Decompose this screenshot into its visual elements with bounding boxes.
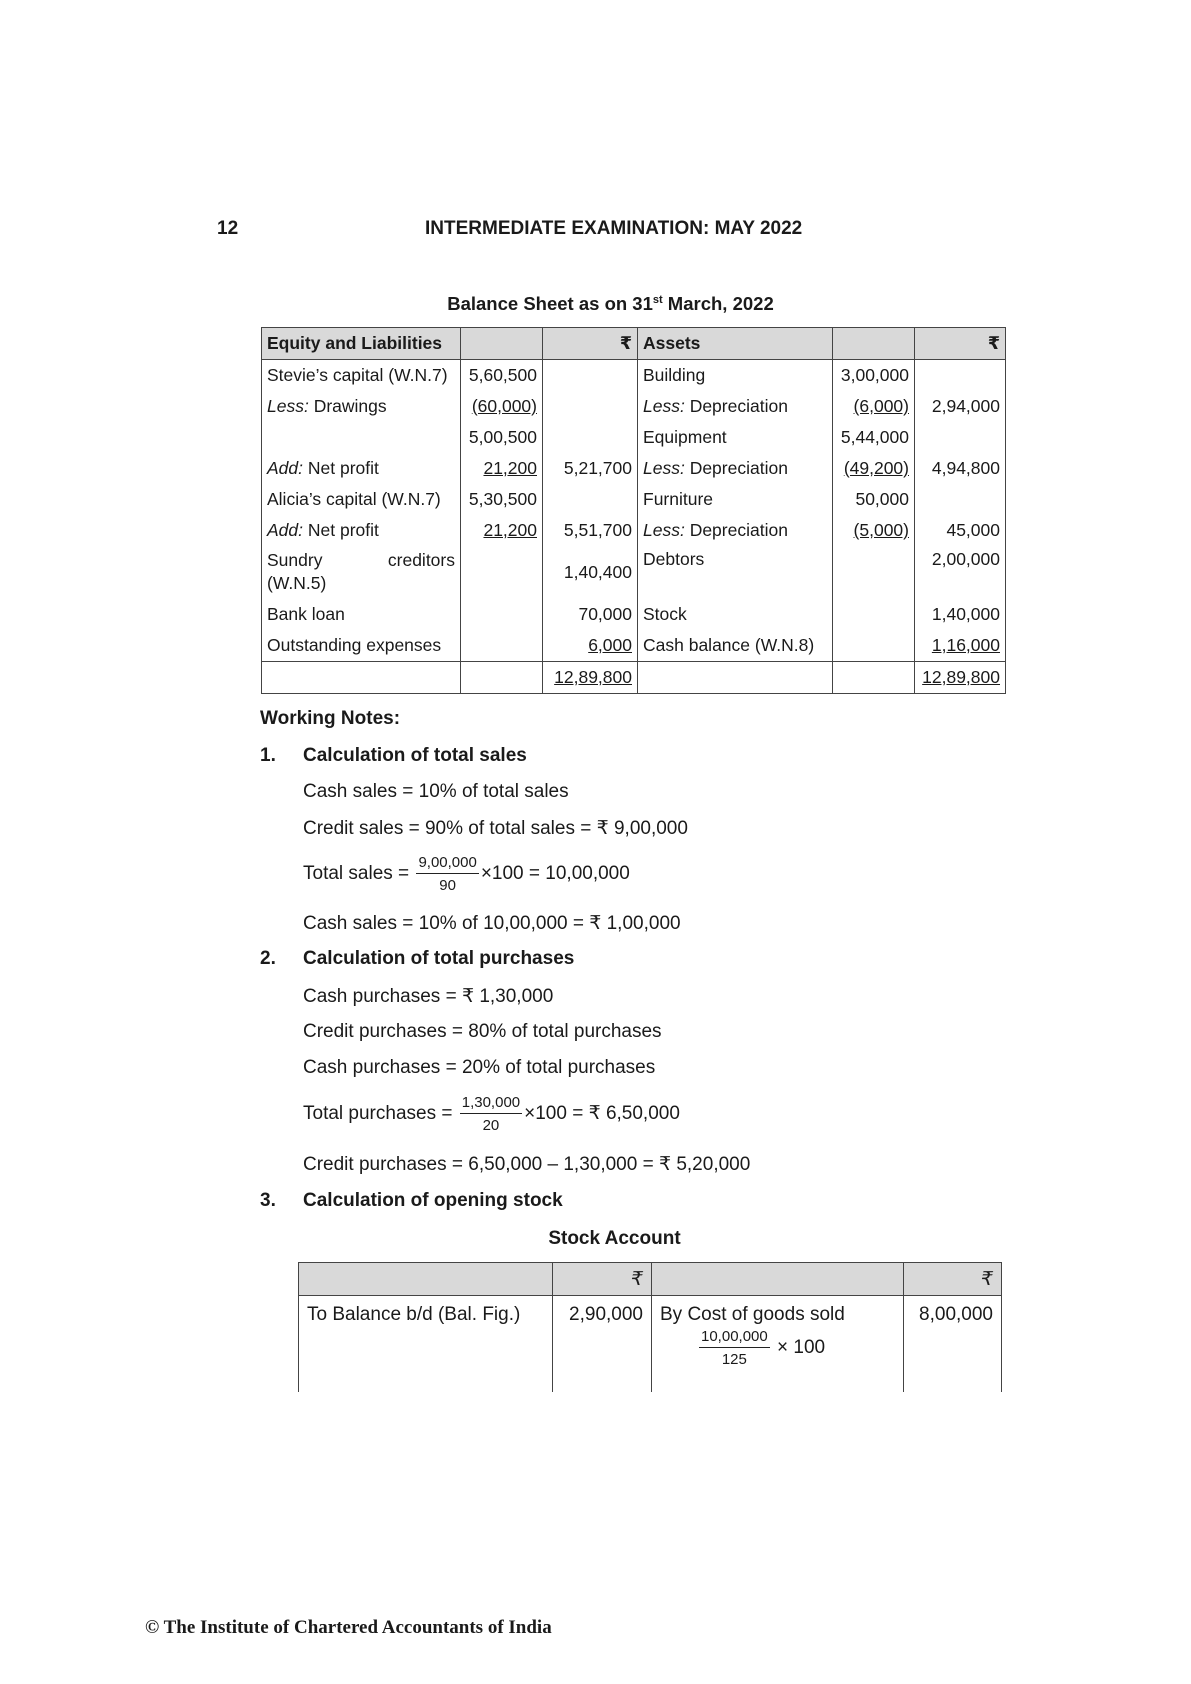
footer-copyright: © The Institute of Chartered Accountants of India	[145, 1617, 552, 1638]
table-row: Outstanding expenses 6,000 Cash balance (W.N.8) 1,16,000	[262, 630, 1006, 662]
table-header-row	[262, 328, 1006, 360]
table-row: Add: Net profit 21,200 5,51,700 Less: Depreciation (5,000) 45,000	[262, 515, 1006, 546]
note-line: Cash sales = 10% of total sales	[303, 781, 569, 802]
note-number: 2.	[260, 948, 276, 969]
currency-symbol: ₹	[904, 1263, 1002, 1296]
note-title: Calculation of total purchases	[303, 948, 575, 969]
note-line: Cash sales = 10% of 10,00,000 = ₹ 1,00,000	[303, 913, 681, 934]
table-row: Alicia’s capital (W.N.7) 5,30,500 Furniture 50,000	[262, 484, 1006, 515]
fraction: $\frac{1,30,000}{20}$	[461, 1094, 521, 1134]
note-line: Credit purchases = 80% of total purchases	[303, 1021, 662, 1042]
working-notes-heading: Working Notes:	[260, 708, 401, 729]
table-row: Add: Net profit 21,200 5,21,700 Less: Depreciation (49,200) 4,94,800	[262, 453, 1006, 484]
note-number: 3.	[260, 1190, 276, 1211]
note-line: Credit purchases = 6,50,000 – 1,30,000 = ₹ 5,20,000	[303, 1154, 751, 1175]
table-header-row	[299, 1263, 1002, 1296]
note-line: Cash purchases = ₹ 1,30,000	[303, 986, 554, 1007]
exam-title: INTERMEDIATE EXAMINATION: MAY 2022	[425, 218, 803, 239]
table-row: Less: Drawings (60,000) Less: Depreciation (6,000) 2,94,000	[262, 391, 1006, 422]
stock-account-title: Stock Account	[548, 1228, 681, 1249]
note-line: Credit sales = 90% of total sales = ₹ 9,00,000	[303, 818, 688, 839]
table-row: 5,00,500 Equipment 5,44,000	[262, 422, 1006, 453]
fraction: $\frac{9,00,000}{90}$	[418, 854, 477, 894]
balance-sheet-table	[261, 327, 1006, 694]
balance-sheet-title: Balance Sheet as on 31st March, 2022	[447, 293, 774, 314]
note-title: Calculation of opening stock	[303, 1190, 563, 1211]
table-total-row: 12,89,800 12,89,800	[262, 662, 1006, 694]
note-formula: Total sales = $\frac{9,00,000}{90}$ ×100 = 10,00,000	[303, 854, 630, 894]
table-row: Bank loan 70,000 Stock 1,40,000	[262, 599, 1006, 630]
col-assets: Assets	[638, 328, 833, 360]
fraction: $\frac{10,00,000}{125}$	[701, 1328, 768, 1368]
note-line: Cash purchases = 20% of total purchases	[303, 1057, 656, 1078]
currency-symbol: ₹	[543, 328, 638, 360]
table-row: Sundry creditors (W.N.5) 1,40,400 Debtors 2,00,000	[262, 546, 1006, 599]
note-formula: Total purchases = $\frac{1,30,000}{20}$ ×100 = ₹ 6,50,000	[303, 1094, 680, 1134]
currency-symbol: ₹	[915, 328, 1006, 360]
page-number: 12	[217, 218, 239, 239]
col-liabilities: Equity and Liabilities	[262, 328, 461, 360]
currency-symbol: ₹	[553, 1263, 652, 1296]
table-row: Stevie’s capital (W.N.7) 5,60,500 Building 3,00,000	[262, 360, 1006, 392]
note-number: 1.	[260, 745, 276, 766]
table-row: To Balance b/d (Bal. Fig.) 2,90,000 By Cost of goods sold $\frac{10,00,000}{125}$ × 100 8,00,000	[299, 1296, 1002, 1393]
note-title: Calculation of total sales	[303, 745, 527, 766]
stock-account-table	[298, 1262, 1002, 1392]
